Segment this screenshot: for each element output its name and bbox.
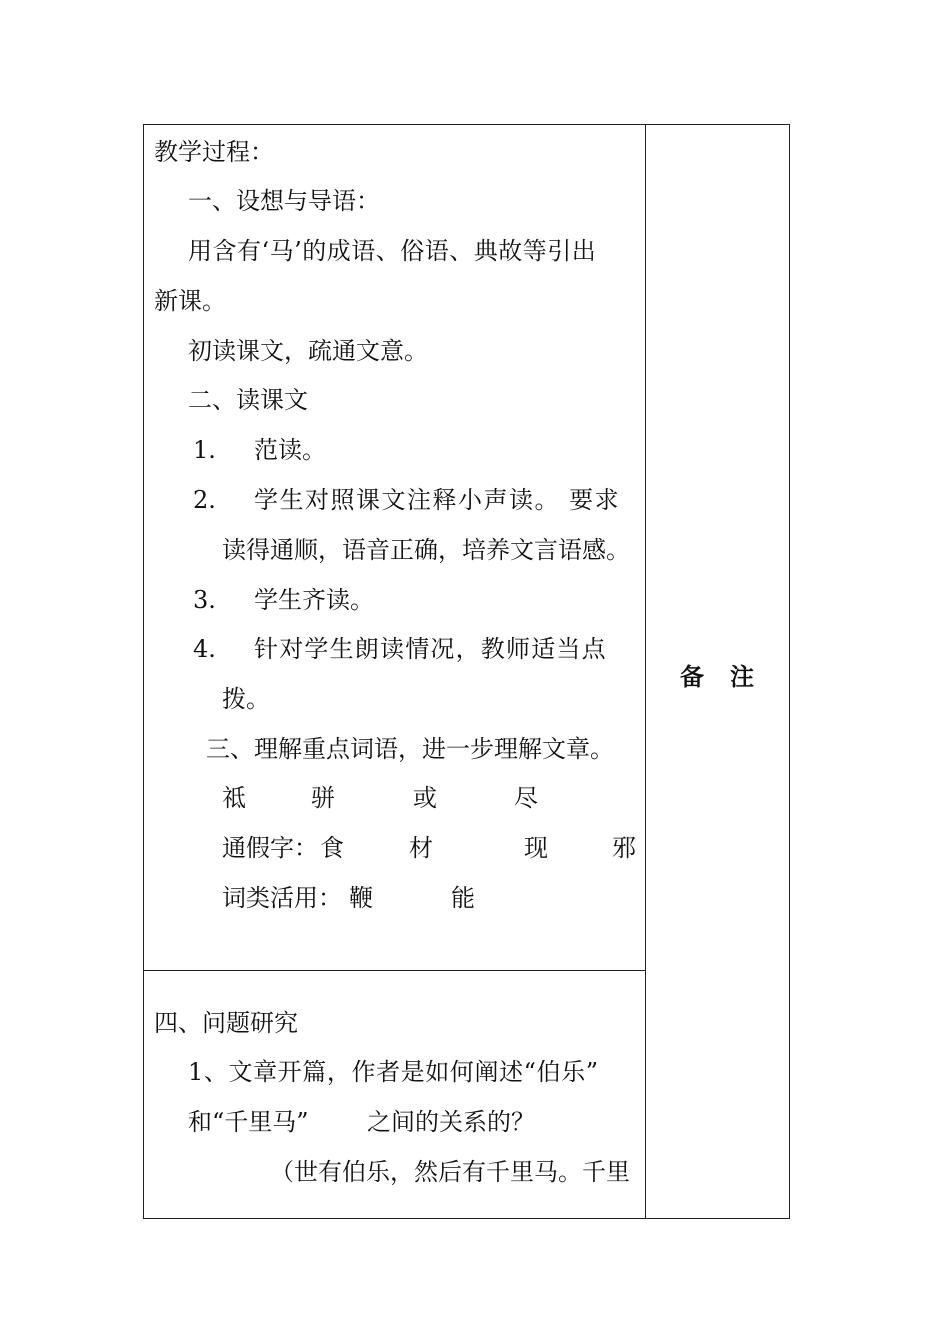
section4-title: 四、问题研究 [154,1009,298,1037]
first-read-line: 初读课文，疏通文意。 [188,337,428,365]
step-number: 4. [193,635,216,663]
key-word: 骈 [311,784,335,812]
tongjia-word: 现 [524,834,548,862]
section1-title: 一、设想与导语： [188,187,380,215]
intro-line-2: 新课。 [154,287,226,315]
step-number: 3. [193,586,216,614]
step-text: 针对学生朗读情况，教师适当点 [254,635,607,663]
cilei-word: 能 [451,884,475,912]
tongjia-word: 食 [320,834,344,862]
question-1-line-2a: 和“千里马” [188,1108,309,1136]
question-1-line-2b: 之间的关系的？ [367,1108,535,1136]
step-number: 2. [193,486,216,514]
intro-line-1: 用含有‘马’的成语、俗语、典故等引出 [188,237,597,265]
step-text-continued: 读得通顺，语音正确，培养文言语感。 [222,536,630,564]
cilei-label: 词类活用： [222,884,342,912]
answer-line: （世有伯乐，然后有千里马。千里 [270,1158,630,1186]
step-text: 学生齐读。 [254,586,374,614]
step-number: 1. [193,436,216,464]
key-word: 尽 [514,784,538,812]
question-1-line-1: 1、文章开篇，作者是如何阐述“伯乐” [188,1058,599,1086]
step-text: 学生对照课文注释小声读。 要求 [254,486,621,514]
row-divider [143,970,646,971]
step-text: 范读。 [254,436,326,464]
section2-title: 二、读课文 [188,386,308,414]
remarks-column-label: 备注 [680,662,780,691]
key-word: 祗 [222,784,246,812]
step-text-continued: 拨。 [222,685,270,713]
section-heading: 教学过程： [154,138,274,166]
tongjia-word: 邪 [612,834,636,862]
key-word: 或 [413,784,437,812]
tongjia-label: 通假字： [222,834,318,862]
section3-title: 三、理解重点词语，进一步理解文章。 [206,735,614,763]
column-divider [645,124,646,1219]
tongjia-word: 材 [409,834,433,862]
cilei-word: 鞭 [349,884,373,912]
